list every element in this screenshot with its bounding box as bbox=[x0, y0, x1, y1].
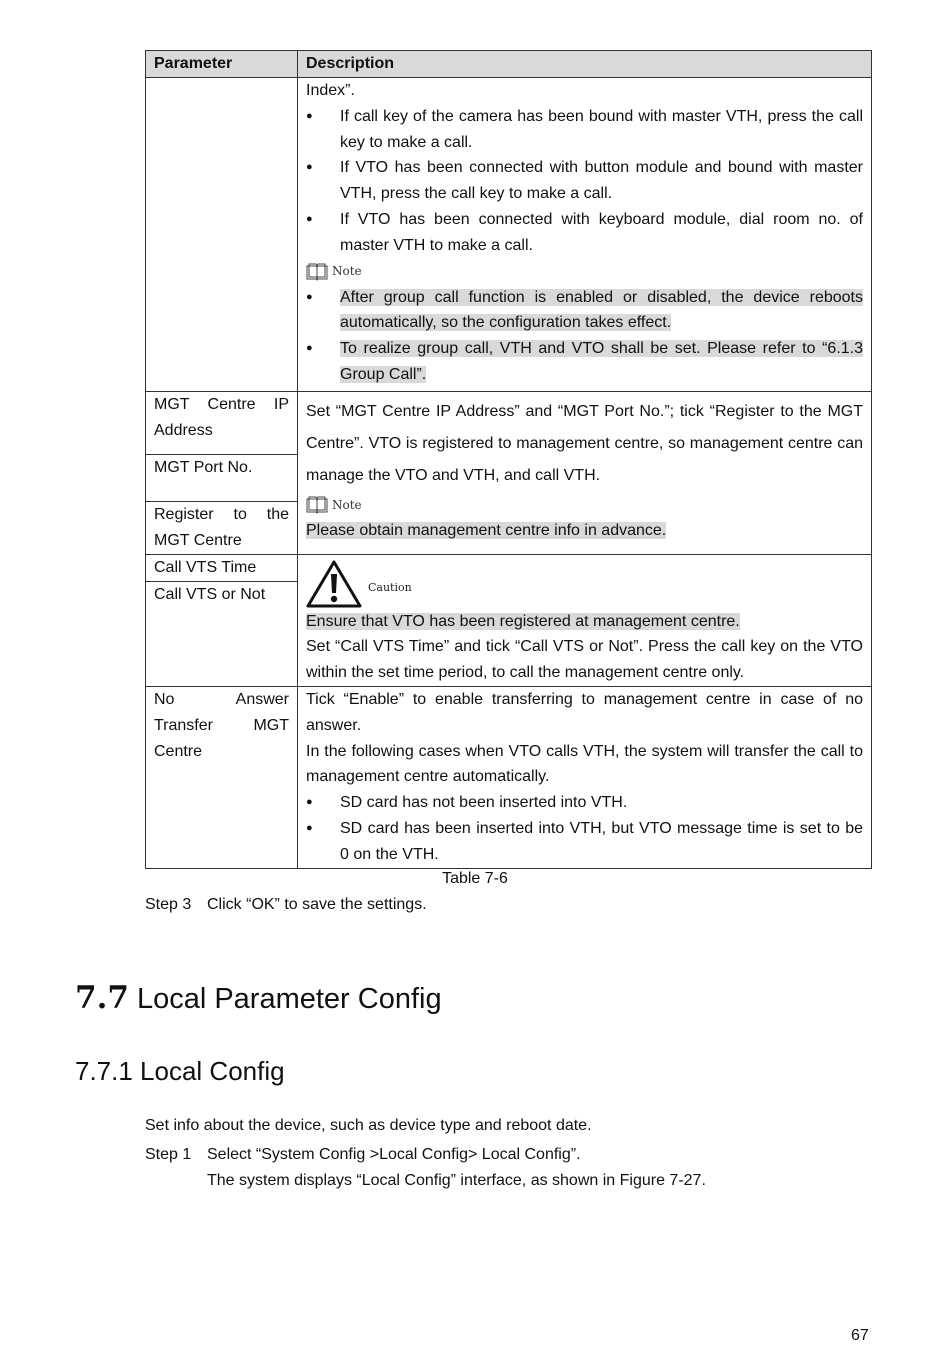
note-marker bbox=[306, 259, 863, 285]
note-label: Note bbox=[332, 263, 362, 278]
step-text: Select “System Config >Local Config> Local Config”. bbox=[207, 1146, 581, 1163]
parameter-cell: Call VTS Time bbox=[146, 554, 298, 581]
intro-paragraph: Set info about the device, such as device type and reboot date. bbox=[145, 1117, 592, 1134]
row-lead-text: Index”. bbox=[306, 82, 355, 99]
bullet-list bbox=[306, 104, 863, 259]
parameter-cell: No Answer Transfer MGT Centre bbox=[146, 686, 298, 868]
list-item: ● If call key of the camera has been bound with master VTH, press the call key to make a call. bbox=[306, 104, 863, 156]
section-number: 7.7 bbox=[75, 980, 129, 1016]
warning-icon bbox=[306, 559, 362, 609]
noanswer-description-1: Tick “Enable” to enable transferring to management centre in case of no answer. bbox=[306, 690, 863, 734]
description-cell bbox=[298, 392, 872, 555]
note-text bbox=[306, 518, 863, 544]
step-text: Click “OK” to save the settings. bbox=[207, 896, 427, 913]
table-row bbox=[146, 78, 872, 392]
step-1 bbox=[145, 1142, 581, 1168]
parameter-cell: Register to the MGT Centre bbox=[146, 502, 298, 555]
caution-marker bbox=[306, 555, 863, 609]
table-row bbox=[146, 686, 872, 868]
description-cell bbox=[298, 554, 872, 686]
caution-text bbox=[306, 609, 863, 635]
table-row bbox=[146, 554, 872, 581]
table-header-row bbox=[146, 51, 872, 78]
highlighted-text: After group call function is enabled or disabled, the device reboots automatically, so the configuration takes effect. bbox=[340, 288, 863, 332]
parameter-cell-empty bbox=[146, 78, 298, 392]
caution-label: Caution bbox=[368, 580, 412, 594]
step-label: Step 1 bbox=[145, 1146, 192, 1163]
table-caption: Table 7-6 bbox=[442, 870, 508, 887]
vts-description: Set “Call VTS Time” and tick “Call VTS or Not”. Press the call key on the VTO within the set time period, to call the management centre only. bbox=[306, 638, 863, 682]
list-item bbox=[306, 285, 863, 337]
note-marker bbox=[306, 492, 863, 518]
description-cell bbox=[298, 686, 872, 868]
note-label: Note bbox=[332, 498, 362, 512]
section-title: Local Parameter Config bbox=[136, 983, 442, 1015]
note-bullet-list bbox=[306, 285, 863, 388]
parameter-cell: Call VTS or Not bbox=[146, 581, 298, 686]
section-heading bbox=[75, 978, 442, 1019]
page-number: 67 bbox=[851, 1327, 869, 1344]
list-item: ● SD card has not been inserted into VTH. bbox=[306, 790, 863, 816]
step-label: Step 3 bbox=[145, 896, 192, 913]
highlighted-text: Ensure that VTO has been registered at management centre. bbox=[306, 612, 740, 630]
book-icon bbox=[306, 263, 328, 281]
parameter-cell: MGT Centre IP Address bbox=[146, 392, 298, 455]
header-description: Description bbox=[298, 51, 872, 78]
noanswer-description-2: In the following cases when VTO calls VTH, the system will transfer the call to management centre automatically. bbox=[306, 742, 863, 786]
parameter-cell: MGT Port No. bbox=[146, 455, 298, 502]
step-3 bbox=[145, 892, 427, 918]
parameter-table bbox=[145, 50, 872, 869]
list-item: ● If VTO has been connected with keyboard module, dial room no. of master VTH to make a call. bbox=[306, 207, 863, 259]
subsection-heading: 7.7.1 Local Config bbox=[75, 1056, 285, 1086]
mgt-description: Set “MGT Centre IP Address” and “MGT Port No.”; tick “Register to the MGT Centre”. VTO is registered to management centre, so management centre can manage the VTO and VTH, and call VTH. bbox=[306, 403, 863, 484]
bullet-list bbox=[306, 790, 863, 867]
highlighted-text: To realize group call, VTH and VTO shall be set. Please refer to “6.1.3 Group Call”. bbox=[340, 340, 863, 383]
list-item bbox=[306, 336, 863, 388]
list-item: ● SD card has been inserted into VTH, but VTO message time is set to be 0 on the VTH. bbox=[306, 816, 863, 868]
step-1-result: The system displays “Local Config” interface, as shown in Figure 7-27. bbox=[207, 1172, 706, 1189]
header-parameter: Parameter bbox=[146, 51, 298, 78]
description-cell bbox=[298, 78, 872, 392]
highlighted-text: Please obtain management centre info in advance. bbox=[306, 522, 667, 539]
table-row bbox=[146, 392, 872, 455]
book-icon bbox=[306, 496, 328, 514]
list-item: ● If VTO has been connected with button module and bound with master VTH, press the call key to make a call. bbox=[306, 155, 863, 207]
